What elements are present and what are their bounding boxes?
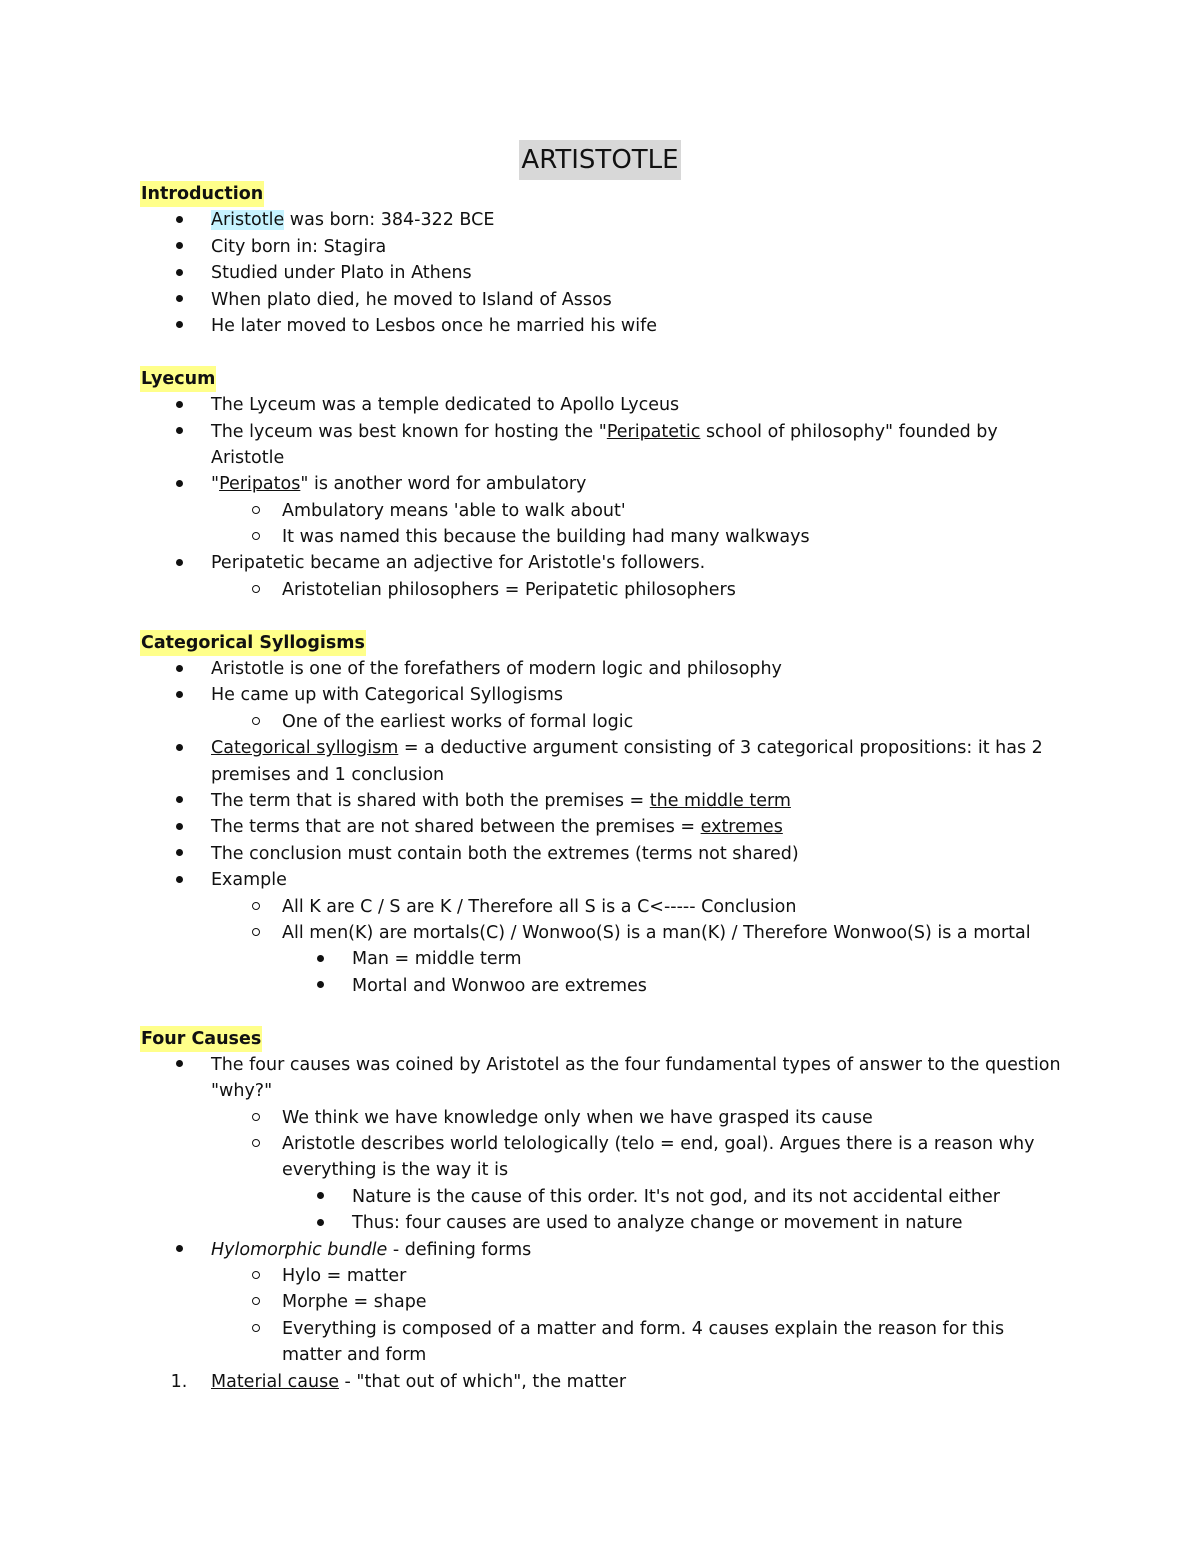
- sub-bullet-item: [0, 920, 1200, 946]
- bullet-text: everything is the way it is: [282, 1160, 509, 1181]
- circle-bullet-icon: [246, 920, 266, 946]
- bullet-icon: [169, 682, 189, 708]
- bullet-icon: [310, 1184, 330, 1210]
- bullet-item: [0, 207, 1200, 233]
- circle-bullet-icon: [246, 577, 266, 603]
- bullet-icon: [169, 260, 189, 286]
- bullet-text: "why?": [211, 1081, 273, 1102]
- bullet-continuation: [0, 445, 1200, 471]
- bullet-text: Example: [211, 870, 287, 891]
- bullet-text: The term that is shared with both the premises = the middle term: [211, 790, 791, 811]
- bullet-icon: [169, 735, 189, 761]
- sub-sub-bullet-item: [0, 946, 1200, 972]
- section-heading-lyceum: Lyecum: [140, 366, 216, 392]
- bullet-text: matter and form: [282, 1345, 427, 1366]
- bullet-item: [0, 1052, 1200, 1078]
- italic-term: Hylomorphic bundle: [211, 1239, 388, 1260]
- sub-bullet-item: [0, 1289, 1200, 1315]
- bullet-item: [0, 234, 1200, 260]
- bullet-item: [0, 1237, 1200, 1263]
- bullet-text: Aristotle is one of the forefathers of modern logic and philosophy: [211, 659, 782, 680]
- bullet-text: We think we have knowledge only when we have grasped its cause: [282, 1107, 873, 1128]
- bullet-text: Aristotle: [211, 447, 285, 468]
- bullet-text: The terms that are not shared between the premises = extremes: [211, 817, 783, 838]
- bullet-text: He later moved to Lesbos once he married his wife: [211, 315, 658, 336]
- underlined-term: extremes: [700, 817, 783, 838]
- section-heading-row: [0, 630, 1200, 656]
- bullet-item: [0, 656, 1200, 682]
- bullet-text: The four causes was coined by Aristotel as the four fundamental types of answer to the question: [211, 1054, 1061, 1075]
- bullet-text: Aristotle was born: 384-322 BCE: [211, 210, 495, 231]
- bullet-text: All men(K) are mortals(C) / Wonwoo(S) is a man(K) / Therefore Wonwoo(S) is a mortal: [282, 922, 1031, 943]
- title-row: [0, 140, 1200, 180]
- bullet-icon: [169, 788, 189, 814]
- bullet-text: He came up with Categorical Syllogisms: [211, 685, 564, 706]
- bullet-text: Morphe = shape: [282, 1292, 427, 1313]
- sub-bullet-item: [0, 577, 1200, 603]
- bullet-text: premises and 1 conclusion: [211, 764, 445, 785]
- numbered-text: Material cause - "that out of which", the matter: [211, 1371, 627, 1392]
- bullet-continuation: [0, 1157, 1200, 1183]
- bullet-text: It was named this because the building had many walkways: [282, 527, 810, 548]
- bullet-icon: [310, 946, 330, 972]
- underlined-term: Material cause: [211, 1371, 339, 1392]
- bullet-item: [0, 841, 1200, 867]
- bullet-text: Everything is composed of a matter and form. 4 causes explain the reason for this: [282, 1318, 1005, 1339]
- bullet-item: [0, 682, 1200, 708]
- bullet-icon: [169, 313, 189, 339]
- bullet-continuation: [0, 1342, 1200, 1368]
- bullet-icon: [169, 867, 189, 893]
- sub-sub-bullet-item: [0, 1210, 1200, 1236]
- bullet-text: Peripatetic became an adjective for Aristotle's followers.: [211, 553, 706, 574]
- bullet-text: Nature is the cause of this order. It's not god, and its not accidental either: [352, 1186, 1000, 1207]
- bullet-text: Hylomorphic bundle - defining forms: [211, 1239, 532, 1260]
- bullet-item: [0, 260, 1200, 286]
- bullet-text: Studied under Plato in Athens: [211, 263, 472, 284]
- bullet-icon: [169, 419, 189, 445]
- section-heading-row: [0, 366, 1200, 392]
- bullet-icon: [169, 234, 189, 260]
- bullet-item: [0, 735, 1200, 761]
- sub-bullet-item: [0, 894, 1200, 920]
- section-heading-four-causes: Four Causes: [140, 1026, 262, 1052]
- underlined-term: the middle term: [649, 790, 791, 811]
- bullet-continuation: [0, 762, 1200, 788]
- bullet-continuation: [0, 1078, 1200, 1104]
- bullet-item: [0, 814, 1200, 840]
- spacer: [0, 339, 1200, 365]
- bullet-item: [0, 287, 1200, 313]
- document-body: [0, 181, 1200, 1395]
- bullet-item: [0, 550, 1200, 576]
- bullet-icon: [169, 471, 189, 497]
- circle-bullet-icon: [246, 1289, 266, 1315]
- circle-bullet-icon: [246, 894, 266, 920]
- bullet-icon: [169, 207, 189, 233]
- bullet-item: [0, 788, 1200, 814]
- section-heading-row: [0, 181, 1200, 207]
- bullet-icon: [169, 1052, 189, 1078]
- bullet-item: [0, 867, 1200, 893]
- sub-sub-bullet-item: [0, 1184, 1200, 1210]
- sub-bullet-item: [0, 524, 1200, 550]
- bullet-icon: [310, 1210, 330, 1236]
- bullet-icon: [169, 656, 189, 682]
- circle-bullet-icon: [246, 524, 266, 550]
- bullet-text: One of the earliest works of formal logic: [282, 711, 634, 732]
- circle-bullet-icon: [246, 709, 266, 735]
- bullet-item: [0, 471, 1200, 497]
- bullet-text: Aristotle describes world telologically (telo = end, goal). Argues there is a reason why: [282, 1134, 1035, 1155]
- bullet-icon: [169, 392, 189, 418]
- document-title: ARTISTOTLE: [519, 140, 680, 180]
- sub-bullet-item: [0, 1263, 1200, 1289]
- sub-sub-bullet-item: [0, 973, 1200, 999]
- sub-bullet-item: [0, 709, 1200, 735]
- bullet-text: City born in: Stagira: [211, 236, 387, 257]
- bullet-text: When plato died, he moved to Island of Assos: [211, 289, 612, 310]
- bullet-icon: [169, 814, 189, 840]
- bullet-item: [0, 392, 1200, 418]
- list-number: 1.: [170, 1371, 188, 1392]
- circle-bullet-icon: [246, 1105, 266, 1131]
- spacer: [0, 999, 1200, 1025]
- bullet-text: The Lyceum was a temple dedicated to Apollo Lyceus: [211, 395, 680, 416]
- circle-bullet-icon: [246, 498, 266, 524]
- circle-bullet-icon: [246, 1316, 266, 1342]
- bullet-item: [0, 313, 1200, 339]
- bullet-icon: [169, 287, 189, 313]
- section-heading-row: [0, 1026, 1200, 1052]
- bullet-text: "Peripatos" is another word for ambulatory: [211, 474, 587, 495]
- sub-bullet-item: [0, 1105, 1200, 1131]
- sub-bullet-item: [0, 1131, 1200, 1157]
- bullet-text: The lyceum was best known for hosting the "Peripatetic school of philosophy" founded by: [211, 421, 998, 442]
- numbered-item: [0, 1369, 1200, 1395]
- bullet-text: Ambulatory means 'able to walk about': [282, 500, 626, 521]
- bullet-icon: [169, 1237, 189, 1263]
- bullet-text: All K are C / S are K / Therefore all S is a C<----- Conclusion: [282, 896, 797, 917]
- bullet-text: Hylo = matter: [282, 1266, 407, 1287]
- bullet-text: Aristotelian philosophers = Peripatetic philosophers: [282, 579, 736, 600]
- bullet-icon: [310, 973, 330, 999]
- spacer: [0, 603, 1200, 629]
- section-heading-syllogisms: Categorical Syllogisms: [140, 630, 366, 656]
- bullet-text: Categorical syllogism = a deductive argument consisting of 3 categorical propositions: it has 2: [211, 738, 1043, 759]
- highlighted-name: Aristotle: [211, 210, 285, 231]
- sub-bullet-item: [0, 498, 1200, 524]
- bullet-text: Mortal and Wonwoo are extremes: [352, 975, 647, 996]
- circle-bullet-icon: [246, 1263, 266, 1289]
- bullet-icon: [169, 550, 189, 576]
- section-heading-introduction: Introduction: [140, 181, 264, 207]
- underlined-term: Peripatetic: [606, 421, 701, 442]
- bullet-icon: [169, 841, 189, 867]
- underlined-term: Categorical syllogism: [211, 738, 399, 759]
- bullet-text: The conclusion must contain both the extremes (terms not shared): [211, 843, 799, 864]
- underlined-term: Peripatos: [219, 474, 301, 495]
- bullet-item: [0, 419, 1200, 445]
- bullet-text: Thus: four causes are used to analyze change or movement in nature: [352, 1213, 963, 1234]
- bullet-text: Man = middle term: [352, 949, 522, 970]
- circle-bullet-icon: [246, 1131, 266, 1157]
- sub-bullet-item: [0, 1316, 1200, 1342]
